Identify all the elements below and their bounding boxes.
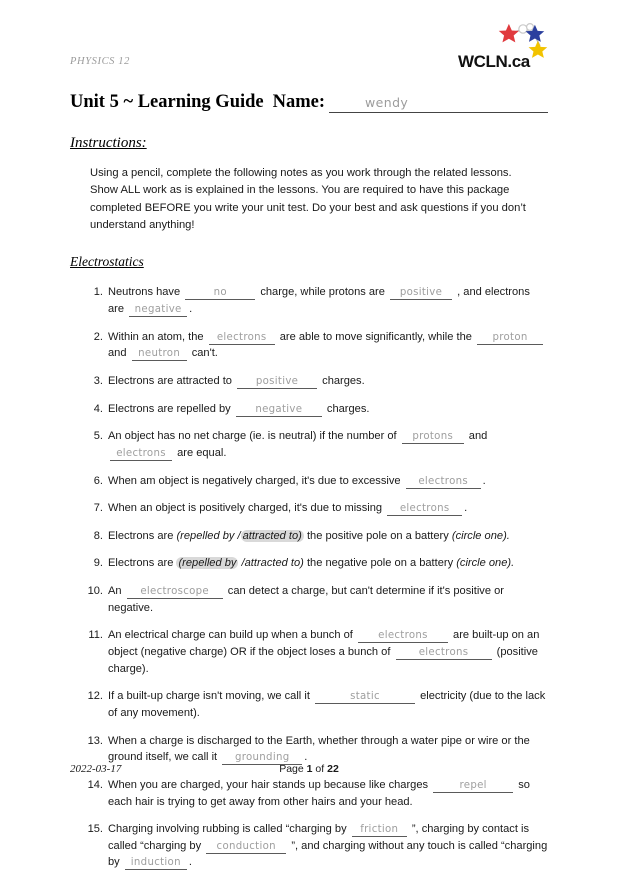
logo-text-main: WCLN	[458, 52, 508, 71]
page-content	[70, 50, 548, 882]
q5-blank-1[interactable]	[402, 430, 464, 444]
q15-blank-3[interactable]	[125, 856, 187, 870]
q4-answer-1: negative	[255, 403, 303, 415]
q3-blank-1[interactable]	[237, 375, 317, 389]
question-13	[108, 733, 548, 766]
q15-blank-2[interactable]	[206, 840, 286, 854]
q1-text-3: , and electrons are	[108, 286, 530, 316]
q8-text-2: the positive pole on a battery	[306, 529, 449, 542]
course-tag: PHYSICS 12	[70, 56, 130, 67]
q9-instruction: (circle one).	[456, 557, 515, 570]
wcln-logo	[458, 28, 550, 72]
q15-blank-1[interactable]	[352, 823, 407, 837]
q5-answer-2: electrons	[116, 447, 166, 459]
q12-text-1: If a built-up charge isn't moving, we call it	[108, 690, 310, 703]
q6-answer-1: electrons	[418, 475, 468, 487]
footer-page-total: 22	[327, 763, 339, 775]
q11-blank-1[interactable]	[358, 629, 448, 643]
footer-page-of: of	[315, 763, 325, 775]
question-14	[108, 777, 548, 810]
page-title: Unit 5 ~ Learning Guide	[70, 92, 264, 112]
q14-blank-1[interactable]	[433, 779, 513, 793]
q12-answer-1: static	[350, 691, 380, 703]
q15-text-3: ”, and charging without any touch is called “charging by	[108, 839, 548, 869]
question-4	[108, 401, 548, 418]
q13-answer-1: grounding	[234, 752, 290, 764]
q8-text-1: Electrons are	[108, 529, 174, 542]
question-8	[108, 528, 548, 545]
q1-text-1: Neutrons have	[108, 286, 181, 299]
q1-blank-1[interactable]	[185, 286, 255, 300]
q11-answer-1: electrons	[378, 630, 428, 642]
q3-text-2: charges.	[322, 375, 365, 387]
q10-answer-1: electroscope	[140, 586, 209, 598]
question-3	[108, 373, 548, 390]
q12-blank-1[interactable]	[315, 690, 415, 704]
q6-blank-1[interactable]	[406, 475, 481, 489]
q7-blank-1[interactable]	[387, 502, 462, 516]
q2-answer-2: proton	[492, 331, 528, 343]
q11-blank-2[interactable]	[396, 646, 492, 660]
q8-instruction: (circle one).	[451, 529, 510, 542]
footer-page-number: 1	[306, 763, 313, 775]
logo-text-suffix: .ca	[507, 52, 530, 71]
q3-text-1: Electrons are attracted to	[108, 375, 232, 387]
q10-text-2: can detect a charge, but can't determine if it's positive or negative.	[108, 585, 504, 614]
q8-option-attracted[interactable]: attracted to)	[242, 529, 302, 542]
q8-option-repelled[interactable]: repelled by	[180, 529, 235, 542]
q7-answer-1: electrons	[399, 503, 450, 515]
q9-text-1: Electrons are	[108, 557, 174, 570]
question-15	[108, 821, 548, 871]
q9-option-repelled[interactable]	[176, 557, 238, 569]
q9-option-open: (	[178, 557, 183, 570]
q9-option-separator: /	[241, 557, 245, 570]
q11-text-2: are built-up on an object (negative charge) OR if the object loses a bunch of	[108, 629, 540, 659]
q14-text-1: When you are charged, your hair stands up because like charges	[108, 778, 429, 791]
footer-date: 2022-03-17	[70, 763, 122, 775]
q1-text-2: charge, while protons are	[260, 286, 385, 299]
title-row	[70, 92, 548, 113]
q5-answer-1: protons	[412, 431, 454, 443]
q4-text-1: Electrons are repelled by	[108, 402, 231, 415]
q15-text-4: .	[188, 856, 192, 869]
q15-answer-2: conduction	[216, 840, 276, 852]
instructions-heading: Instructions:	[70, 135, 147, 151]
q4-text-2: charges.	[326, 402, 370, 415]
name-input-line[interactable]	[329, 92, 548, 113]
q2-answer-3: neutron	[138, 348, 181, 360]
question-list	[70, 284, 548, 871]
q15-answer-1: friction	[360, 824, 399, 836]
question-11	[108, 627, 548, 677]
q4-blank-1[interactable]	[236, 403, 322, 417]
q2-text-2: are able to move significantly, while the	[279, 330, 472, 343]
q6-text-2: .	[482, 474, 486, 487]
instructions-body: Using a pencil, complete the following notes as you work through the related lessons. Show ALL work as is explained in the lessons. You are required to have this package completed BEFORE you write your unit test. Do your best and ask questions if you don’t understand anything!	[90, 167, 526, 232]
q2-blank-2[interactable]	[477, 331, 543, 345]
footer-page-prefix: Page	[279, 763, 304, 775]
question-1	[108, 284, 548, 317]
q1-blank-2[interactable]	[390, 286, 452, 300]
name-handwritten-value: wendy	[365, 95, 409, 110]
q15-text-2: ”, charging by contact is called “charging by	[108, 823, 529, 852]
q1-blank-3[interactable]	[129, 303, 187, 317]
q8-option-open: (	[176, 529, 181, 542]
q8-option-separator: /	[237, 529, 241, 542]
electrostatics-heading: Electrostatics	[70, 254, 144, 270]
question-6	[108, 473, 548, 490]
question-12	[108, 688, 548, 721]
q2-blank-3[interactable]	[132, 347, 187, 361]
q6-text-1: When am object is negatively charged, it's due to excessive	[108, 474, 401, 487]
question-5	[108, 428, 548, 461]
q14-text-2: so each hair is trying to get away from other hairs and your head.	[108, 778, 530, 808]
q5-text-1: An object has no net charge (ie. is neutral) if the number of	[108, 430, 397, 443]
q2-blank-1[interactable]	[209, 331, 275, 345]
q7-text-2: .	[464, 502, 468, 515]
q2-text-4: can't.	[191, 347, 218, 360]
footer-page-indicator	[70, 763, 548, 775]
q10-blank-1[interactable]	[127, 585, 223, 599]
q2-answer-1: electrons	[216, 331, 267, 343]
q15-text-1: Charging involving rubbing is called “charging by	[108, 823, 347, 836]
q1-answer-2: positive	[399, 287, 443, 299]
q10-text-1: An	[108, 585, 122, 598]
q5-text-3: are equal.	[177, 446, 227, 459]
q12-text-2: electricity (due to the lack of any movement).	[108, 690, 546, 719]
question-9	[108, 555, 548, 572]
q9-option-repelled-label: repelled by	[182, 557, 237, 570]
q13-text-1: When a charge is discharged to the Earth, whether through a water pipe or wire or the ground itself, we call it	[108, 734, 530, 764]
q3-answer-1: positive	[255, 376, 299, 387]
q9-option-attracted[interactable]: attracted to)	[244, 557, 304, 570]
q1-answer-3: negative	[134, 304, 182, 316]
q1-text-4: .	[189, 303, 193, 316]
q11-answer-2: electrons	[418, 647, 469, 659]
q5-text-2: and	[468, 430, 488, 443]
name-label: Name:	[272, 92, 326, 112]
q2-text-1: Within an atom, the	[108, 330, 204, 343]
question-7	[108, 500, 548, 517]
q11-text-3: (positive charge).	[108, 646, 538, 675]
q15-answer-3: induction	[130, 857, 181, 869]
document-header	[70, 50, 548, 84]
question-10	[108, 583, 548, 616]
q7-text-1: When an object is positively charged, it's due to missing	[108, 502, 383, 515]
q11-text-1: An electrical charge can build up when a bunch of	[108, 629, 353, 642]
q14-answer-1: repel	[459, 779, 487, 791]
q1-answer-1: no	[213, 287, 227, 299]
logo-wordmark	[458, 52, 530, 72]
q2-text-3: and	[108, 347, 127, 360]
question-2	[108, 329, 548, 362]
q9-text-2: the negative pole on a battery	[306, 557, 454, 570]
q5-blank-2[interactable]	[110, 447, 172, 461]
q13-text-2: .	[304, 751, 308, 764]
